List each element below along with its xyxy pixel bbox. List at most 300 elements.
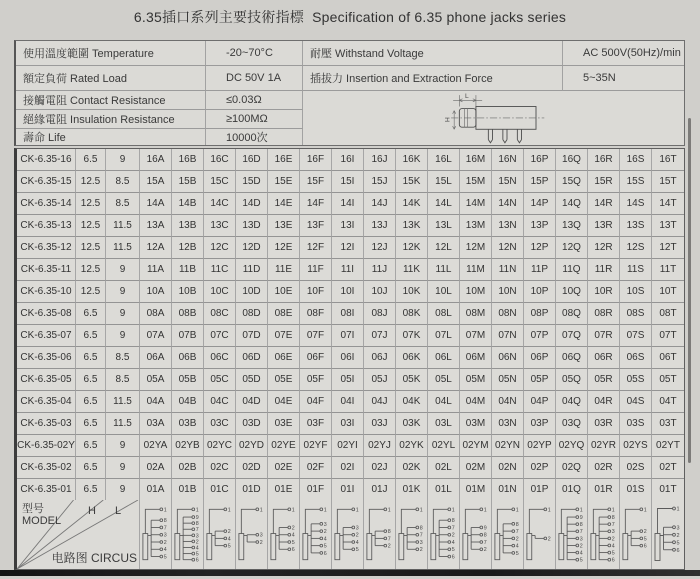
model-variant-table bbox=[14, 148, 685, 501]
variant-cell: 02YL bbox=[428, 435, 460, 457]
variant-cell: 10I bbox=[332, 281, 364, 303]
variant-cell: 02YT bbox=[652, 435, 684, 457]
svg-text:5: 5 bbox=[451, 547, 455, 554]
variant-cell: 14M bbox=[460, 193, 492, 215]
model-cell: CK-6.35-03 bbox=[17, 413, 76, 435]
svg-text:3: 3 bbox=[579, 536, 583, 543]
variant-cell: 10D bbox=[236, 281, 268, 303]
l-value-cell: 9 bbox=[106, 435, 140, 457]
variant-cell: 15L bbox=[428, 171, 460, 193]
variant-cell: 16S bbox=[620, 149, 652, 171]
variant-cell: 12A bbox=[140, 237, 172, 259]
variant-cell: 16T bbox=[652, 149, 684, 171]
variant-cell: 03D bbox=[236, 413, 268, 435]
variant-cell: 13M bbox=[460, 215, 492, 237]
circuit-diagram-J bbox=[364, 500, 396, 569]
variant-cell: 01E bbox=[268, 479, 300, 501]
svg-text:2: 2 bbox=[419, 547, 423, 554]
table-row bbox=[17, 171, 684, 193]
jack-outline-drawing bbox=[303, 91, 684, 145]
svg-text:4: 4 bbox=[611, 543, 615, 550]
table-row bbox=[17, 215, 684, 237]
variant-cell: 10J bbox=[364, 281, 396, 303]
table-row bbox=[17, 435, 684, 457]
spec-label-insertion-force: 插拔力 Insertion and Extraction Force bbox=[303, 66, 563, 91]
svg-text:7: 7 bbox=[163, 525, 167, 532]
l-value-cell: 11.5 bbox=[106, 237, 140, 259]
variant-cell: 06S bbox=[620, 347, 652, 369]
svg-text:1: 1 bbox=[643, 507, 647, 514]
svg-text:4: 4 bbox=[227, 536, 231, 543]
variant-cell: 12T bbox=[652, 237, 684, 259]
variant-cell: 07N bbox=[492, 325, 524, 347]
variant-cell: 04L bbox=[428, 391, 460, 413]
variant-cell: 16N bbox=[492, 149, 524, 171]
variant-cell: 03B bbox=[172, 413, 204, 435]
variant-cell: 07C bbox=[204, 325, 236, 347]
variant-cell: 08I bbox=[332, 303, 364, 325]
svg-text:2: 2 bbox=[643, 529, 647, 536]
h-column-label: H bbox=[88, 505, 96, 517]
svg-text:2: 2 bbox=[195, 539, 199, 546]
variant-cell: 02YA bbox=[140, 435, 172, 457]
variant-cell: 11E bbox=[268, 259, 300, 281]
svg-text:9: 9 bbox=[579, 515, 583, 521]
variant-cell: 01M bbox=[460, 479, 492, 501]
variant-cell: 06P bbox=[524, 347, 556, 369]
variant-cell: 02R bbox=[588, 457, 620, 479]
model-header-en: MODEL bbox=[22, 515, 62, 527]
svg-text:3: 3 bbox=[676, 525, 680, 532]
variant-cell: 02F bbox=[300, 457, 332, 479]
scan-shadow-right bbox=[688, 118, 691, 463]
variant-cell: 15S bbox=[620, 171, 652, 193]
variant-cell: 12N bbox=[492, 237, 524, 259]
circuit-diagram-Q bbox=[556, 500, 588, 569]
table-row bbox=[17, 193, 684, 215]
svg-text:1: 1 bbox=[483, 507, 487, 514]
variant-cell: 03R bbox=[588, 413, 620, 435]
variant-cell: 12I bbox=[332, 237, 364, 259]
variant-cell: 06L bbox=[428, 347, 460, 369]
jack-side-view-icon bbox=[443, 92, 571, 150]
variant-cell: 16I bbox=[332, 149, 364, 171]
variant-cell: 05B bbox=[172, 369, 204, 391]
variant-cell: 11K bbox=[396, 259, 428, 281]
scan-edge-bottom bbox=[0, 570, 700, 576]
variant-cell: 07F bbox=[300, 325, 332, 347]
svg-text:2: 2 bbox=[355, 532, 359, 539]
variant-cell: 02YP bbox=[524, 435, 556, 457]
variant-cell: 12C bbox=[204, 237, 236, 259]
table-row bbox=[17, 457, 684, 479]
variant-cell: 13E bbox=[268, 215, 300, 237]
variant-cell: 15K bbox=[396, 171, 428, 193]
variant-cell: 04R bbox=[588, 391, 620, 413]
variant-cell: 03P bbox=[524, 413, 556, 435]
spec-label-temperature: 使用溫度範圍 Temperature bbox=[16, 41, 206, 66]
h-value-cell: 12.5 bbox=[76, 215, 106, 237]
svg-text:1: 1 bbox=[611, 507, 615, 514]
variant-cell: 13B bbox=[172, 215, 204, 237]
variant-cell: 14J bbox=[364, 193, 396, 215]
variant-cell: 10S bbox=[620, 281, 652, 303]
variant-cell: 05T bbox=[652, 369, 684, 391]
variant-cell: 01F bbox=[300, 479, 332, 501]
svg-text:8: 8 bbox=[483, 532, 487, 539]
variant-cell: 02YQ bbox=[556, 435, 588, 457]
l-value-cell: 8.5 bbox=[106, 369, 140, 391]
variant-cell: 14E bbox=[268, 193, 300, 215]
variant-cell: 03K bbox=[396, 413, 428, 435]
variant-cell: 02I bbox=[332, 457, 364, 479]
svg-text:1: 1 bbox=[291, 507, 295, 514]
variant-cell: 01I bbox=[332, 479, 364, 501]
variant-cell: 04J bbox=[364, 391, 396, 413]
variant-cell: 04B bbox=[172, 391, 204, 413]
variant-cell: 08J bbox=[364, 303, 396, 325]
variant-cell: 16B bbox=[172, 149, 204, 171]
model-cell: CK-6.35-05 bbox=[17, 369, 76, 391]
variant-cell: 01R bbox=[588, 479, 620, 501]
variant-cell: 06K bbox=[396, 347, 428, 369]
l-value-cell: 8.5 bbox=[106, 193, 140, 215]
variant-cell: 13R bbox=[588, 215, 620, 237]
variant-cell: 07D bbox=[236, 325, 268, 347]
svg-text:4: 4 bbox=[451, 539, 455, 546]
variant-cell: 01K bbox=[396, 479, 428, 501]
model-cell: CK-6.35-10 bbox=[17, 281, 76, 303]
variant-cell: 14K bbox=[396, 193, 428, 215]
svg-text:6: 6 bbox=[291, 547, 295, 554]
svg-text:4: 4 bbox=[515, 543, 519, 550]
variant-cell: 01L bbox=[428, 479, 460, 501]
variant-cell: 07T bbox=[652, 325, 684, 347]
svg-text:2: 2 bbox=[387, 543, 391, 550]
spec-label-insulation-resistance: 絕緣電阻 Insulation Resistance bbox=[16, 110, 206, 129]
variant-cell: 08E bbox=[268, 303, 300, 325]
svg-text:2: 2 bbox=[259, 539, 263, 546]
svg-text:4: 4 bbox=[163, 547, 167, 554]
h-value-cell: 12.5 bbox=[76, 193, 106, 215]
variant-cell: 08S bbox=[620, 303, 652, 325]
model-cell: CK-6.35-07 bbox=[17, 325, 76, 347]
l-value-cell: 9 bbox=[106, 325, 140, 347]
variant-cell: 13S bbox=[620, 215, 652, 237]
variant-cell: 16D bbox=[236, 149, 268, 171]
variant-cell: 12S bbox=[620, 237, 652, 259]
variant-cell: 13A bbox=[140, 215, 172, 237]
variant-cell: 08T bbox=[652, 303, 684, 325]
variant-cell: 05A bbox=[140, 369, 172, 391]
svg-text:1: 1 bbox=[195, 507, 199, 514]
model-cell: CK-6.35-02Y bbox=[17, 435, 76, 457]
svg-text:7: 7 bbox=[451, 525, 455, 532]
variant-cell: 04A bbox=[140, 391, 172, 413]
variant-cell: 10M bbox=[460, 281, 492, 303]
circuit-diagram-R bbox=[588, 500, 620, 569]
variant-cell: 07B bbox=[172, 325, 204, 347]
variant-cell: 16A bbox=[140, 149, 172, 171]
svg-text:7: 7 bbox=[611, 522, 615, 529]
svg-text:4: 4 bbox=[579, 550, 583, 557]
spec-value-temperature: -20~70°C bbox=[206, 41, 303, 66]
variant-cell: 03Q bbox=[556, 413, 588, 435]
variant-cell: 11R bbox=[588, 259, 620, 281]
variant-cell: 08P bbox=[524, 303, 556, 325]
variant-cell: 14N bbox=[492, 193, 524, 215]
l-value-cell: 8.5 bbox=[106, 347, 140, 369]
variant-cell: 16J bbox=[364, 149, 396, 171]
variant-cell: 02YR bbox=[588, 435, 620, 457]
svg-text:7: 7 bbox=[387, 536, 391, 543]
variant-cell: 15P bbox=[524, 171, 556, 193]
svg-text:2: 2 bbox=[579, 543, 583, 550]
svg-text:5: 5 bbox=[163, 554, 167, 561]
variant-cell: 03E bbox=[268, 413, 300, 435]
svg-text:2: 2 bbox=[227, 529, 231, 536]
variant-cell: 06R bbox=[588, 347, 620, 369]
variant-cell: 02YD bbox=[236, 435, 268, 457]
variant-cell: 05Q bbox=[556, 369, 588, 391]
variant-cell: 02YC bbox=[204, 435, 236, 457]
model-cell: CK-6.35-08 bbox=[17, 303, 76, 325]
svg-text:1: 1 bbox=[676, 506, 680, 513]
l-value-cell: 11.5 bbox=[106, 215, 140, 237]
variant-cell: 02YJ bbox=[364, 435, 396, 457]
svg-text:1: 1 bbox=[355, 507, 359, 514]
variant-cell: 06I bbox=[332, 347, 364, 369]
svg-text:1: 1 bbox=[163, 507, 167, 514]
svg-text:5: 5 bbox=[195, 551, 199, 558]
variant-cell: 08Q bbox=[556, 303, 588, 325]
variant-cell: 15Q bbox=[556, 171, 588, 193]
dim-label-h: H bbox=[444, 117, 452, 123]
table-row bbox=[17, 303, 684, 325]
svg-text:1: 1 bbox=[451, 507, 455, 514]
svg-text:3: 3 bbox=[611, 529, 615, 536]
model-cell: CK-6.35-04 bbox=[17, 391, 76, 413]
variant-cell: 14D bbox=[236, 193, 268, 215]
spec-value-withstand-voltage: AC 500V(50Hz)/min bbox=[563, 41, 684, 66]
variant-cell: 12K bbox=[396, 237, 428, 259]
circuit-diagram-K bbox=[396, 500, 428, 569]
variant-cell: 04K bbox=[396, 391, 428, 413]
svg-text:2: 2 bbox=[291, 525, 295, 532]
variant-cell: 01N bbox=[492, 479, 524, 501]
variant-cell: 04N bbox=[492, 391, 524, 413]
variant-cell: 02P bbox=[524, 457, 556, 479]
variant-cell: 02M bbox=[460, 457, 492, 479]
variant-cell: 01T bbox=[652, 479, 684, 501]
variant-cell: 08A bbox=[140, 303, 172, 325]
variant-cell: 16C bbox=[204, 149, 236, 171]
l-value-cell: 11.5 bbox=[106, 391, 140, 413]
variant-cell: 16P bbox=[524, 149, 556, 171]
model-cell: CK-6.35-12 bbox=[17, 237, 76, 259]
table-row bbox=[17, 347, 684, 369]
variant-cell: 07A bbox=[140, 325, 172, 347]
variant-cell: 13J bbox=[364, 215, 396, 237]
spec-value-insulation-resistance: ≥100MΩ bbox=[206, 110, 303, 129]
table-row bbox=[17, 413, 684, 435]
variant-cell: 10T bbox=[652, 281, 684, 303]
variant-cell: 13F bbox=[300, 215, 332, 237]
svg-text:6: 6 bbox=[643, 543, 647, 550]
model-cell: CK-6.35-01 bbox=[17, 479, 76, 501]
svg-text:3: 3 bbox=[163, 532, 167, 539]
svg-text:8: 8 bbox=[451, 518, 455, 525]
variant-cell: 14Q bbox=[556, 193, 588, 215]
variant-cell: 04M bbox=[460, 391, 492, 413]
variant-cell: 01S bbox=[620, 479, 652, 501]
variant-cell: 08C bbox=[204, 303, 236, 325]
variant-cell: 02YS bbox=[620, 435, 652, 457]
variant-cell: 15F bbox=[300, 171, 332, 193]
variant-cell: 04F bbox=[300, 391, 332, 413]
variant-cell: 07I bbox=[332, 325, 364, 347]
variant-cell: 13N bbox=[492, 215, 524, 237]
variant-cell: 15M bbox=[460, 171, 492, 193]
svg-text:5: 5 bbox=[227, 543, 231, 550]
svg-text:2: 2 bbox=[611, 536, 615, 543]
spec-value-rated-load: DC 50V 1A bbox=[206, 66, 303, 91]
variant-cell: 08B bbox=[172, 303, 204, 325]
variant-cell: 07L bbox=[428, 325, 460, 347]
svg-text:2: 2 bbox=[483, 547, 487, 554]
variant-cell: 12J bbox=[364, 237, 396, 259]
variant-cell: 11L bbox=[428, 259, 460, 281]
variant-cell: 02YI bbox=[332, 435, 364, 457]
variant-cell: 15E bbox=[268, 171, 300, 193]
variant-cell: 13L bbox=[428, 215, 460, 237]
svg-text:8: 8 bbox=[515, 521, 519, 528]
variant-cell: 12L bbox=[428, 237, 460, 259]
h-value-cell: 6.5 bbox=[76, 479, 106, 501]
svg-text:7: 7 bbox=[483, 539, 487, 546]
table-row bbox=[17, 391, 684, 413]
svg-text:1: 1 bbox=[387, 507, 391, 514]
variant-cell: 10F bbox=[300, 281, 332, 303]
svg-text:6: 6 bbox=[451, 554, 455, 561]
l-value-cell: 9 bbox=[106, 303, 140, 325]
variant-cell: 01P bbox=[524, 479, 556, 501]
circuit-diagram-D bbox=[236, 500, 268, 569]
variant-cell: 03I bbox=[332, 413, 364, 435]
variant-cell: 07K bbox=[396, 325, 428, 347]
model-cell: CK-6.35-15 bbox=[17, 171, 76, 193]
variant-cell: 05M bbox=[460, 369, 492, 391]
model-cell: CK-6.35-02 bbox=[17, 457, 76, 479]
model-cell: CK-6.35-16 bbox=[17, 149, 76, 171]
svg-text:1: 1 bbox=[259, 507, 263, 514]
variant-cell: 15B bbox=[172, 171, 204, 193]
variant-cell: 05S bbox=[620, 369, 652, 391]
variant-cell: 03N bbox=[492, 413, 524, 435]
circuit-diagram-A bbox=[140, 500, 172, 569]
svg-text:1: 1 bbox=[579, 507, 583, 514]
variant-cell: 08D bbox=[236, 303, 268, 325]
variant-cell: 01J bbox=[364, 479, 396, 501]
circuit-diagram-N bbox=[492, 500, 524, 569]
variant-cell: 10K bbox=[396, 281, 428, 303]
variant-cell: 04S bbox=[620, 391, 652, 413]
variant-cell: 02YM bbox=[460, 435, 492, 457]
h-value-cell: 6.5 bbox=[76, 369, 106, 391]
l-value-cell: 9 bbox=[106, 281, 140, 303]
model-cell: CK-6.35-13 bbox=[17, 215, 76, 237]
svg-text:4: 4 bbox=[195, 545, 199, 552]
circuit-diagram-C bbox=[204, 500, 236, 569]
variant-cell: 10N bbox=[492, 281, 524, 303]
variant-cell: 11C bbox=[204, 259, 236, 281]
variant-cell: 16F bbox=[300, 149, 332, 171]
circuit-diagram-B bbox=[172, 500, 204, 569]
variant-cell: 06C bbox=[204, 347, 236, 369]
l-value-cell: 11.5 bbox=[106, 413, 140, 435]
variant-cell: 16E bbox=[268, 149, 300, 171]
spec-value-insertion-force: 5~35N bbox=[563, 66, 684, 91]
circuit-diagram-T bbox=[652, 500, 684, 569]
svg-text:6: 6 bbox=[611, 557, 615, 564]
svg-text:3: 3 bbox=[195, 533, 199, 540]
variant-cell: 12D bbox=[236, 237, 268, 259]
variant-cell: 16K bbox=[396, 149, 428, 171]
model-cell: CK-6.35-14 bbox=[17, 193, 76, 215]
variant-cell: 06F bbox=[300, 347, 332, 369]
variant-cell: 11Q bbox=[556, 259, 588, 281]
h-value-cell: 6.5 bbox=[76, 435, 106, 457]
svg-text:6: 6 bbox=[676, 547, 680, 554]
h-value-cell: 6.5 bbox=[76, 149, 106, 171]
variant-cell: 08K bbox=[396, 303, 428, 325]
variant-cell: 11D bbox=[236, 259, 268, 281]
variant-cell: 14F bbox=[300, 193, 332, 215]
svg-text:1: 1 bbox=[547, 507, 551, 514]
svg-text:8: 8 bbox=[419, 525, 423, 532]
svg-text:7: 7 bbox=[579, 529, 583, 536]
variant-cell: 03F bbox=[300, 413, 332, 435]
variant-cell: 07J bbox=[364, 325, 396, 347]
variant-cell: 05I bbox=[332, 369, 364, 391]
variant-cell: 16M bbox=[460, 149, 492, 171]
variant-cell: 10R bbox=[588, 281, 620, 303]
variant-cell: 07R bbox=[588, 325, 620, 347]
circuit-diagram-L bbox=[428, 500, 460, 569]
variant-cell: 13I bbox=[332, 215, 364, 237]
spec-value-life: 10000次 bbox=[206, 129, 303, 145]
l-value-cell: 9 bbox=[106, 457, 140, 479]
variant-cell: 11M bbox=[460, 259, 492, 281]
svg-text:6: 6 bbox=[323, 550, 327, 557]
table-row bbox=[17, 479, 684, 501]
variant-cell: 08F bbox=[300, 303, 332, 325]
svg-text:3: 3 bbox=[355, 525, 359, 532]
variant-cell: 04P bbox=[524, 391, 556, 413]
variant-cell: 05P bbox=[524, 369, 556, 391]
variant-cell: 04I bbox=[332, 391, 364, 413]
variant-cell: 10A bbox=[140, 281, 172, 303]
svg-text:7: 7 bbox=[195, 527, 199, 534]
l-column-label: L bbox=[115, 505, 122, 517]
variant-cell: 10B bbox=[172, 281, 204, 303]
variant-cell: 10P bbox=[524, 281, 556, 303]
svg-text:2: 2 bbox=[451, 532, 455, 539]
circuit-diagram-S bbox=[620, 500, 652, 569]
variant-cell: 14A bbox=[140, 193, 172, 215]
variant-cell: 08N bbox=[492, 303, 524, 325]
legend-cell bbox=[17, 500, 140, 569]
